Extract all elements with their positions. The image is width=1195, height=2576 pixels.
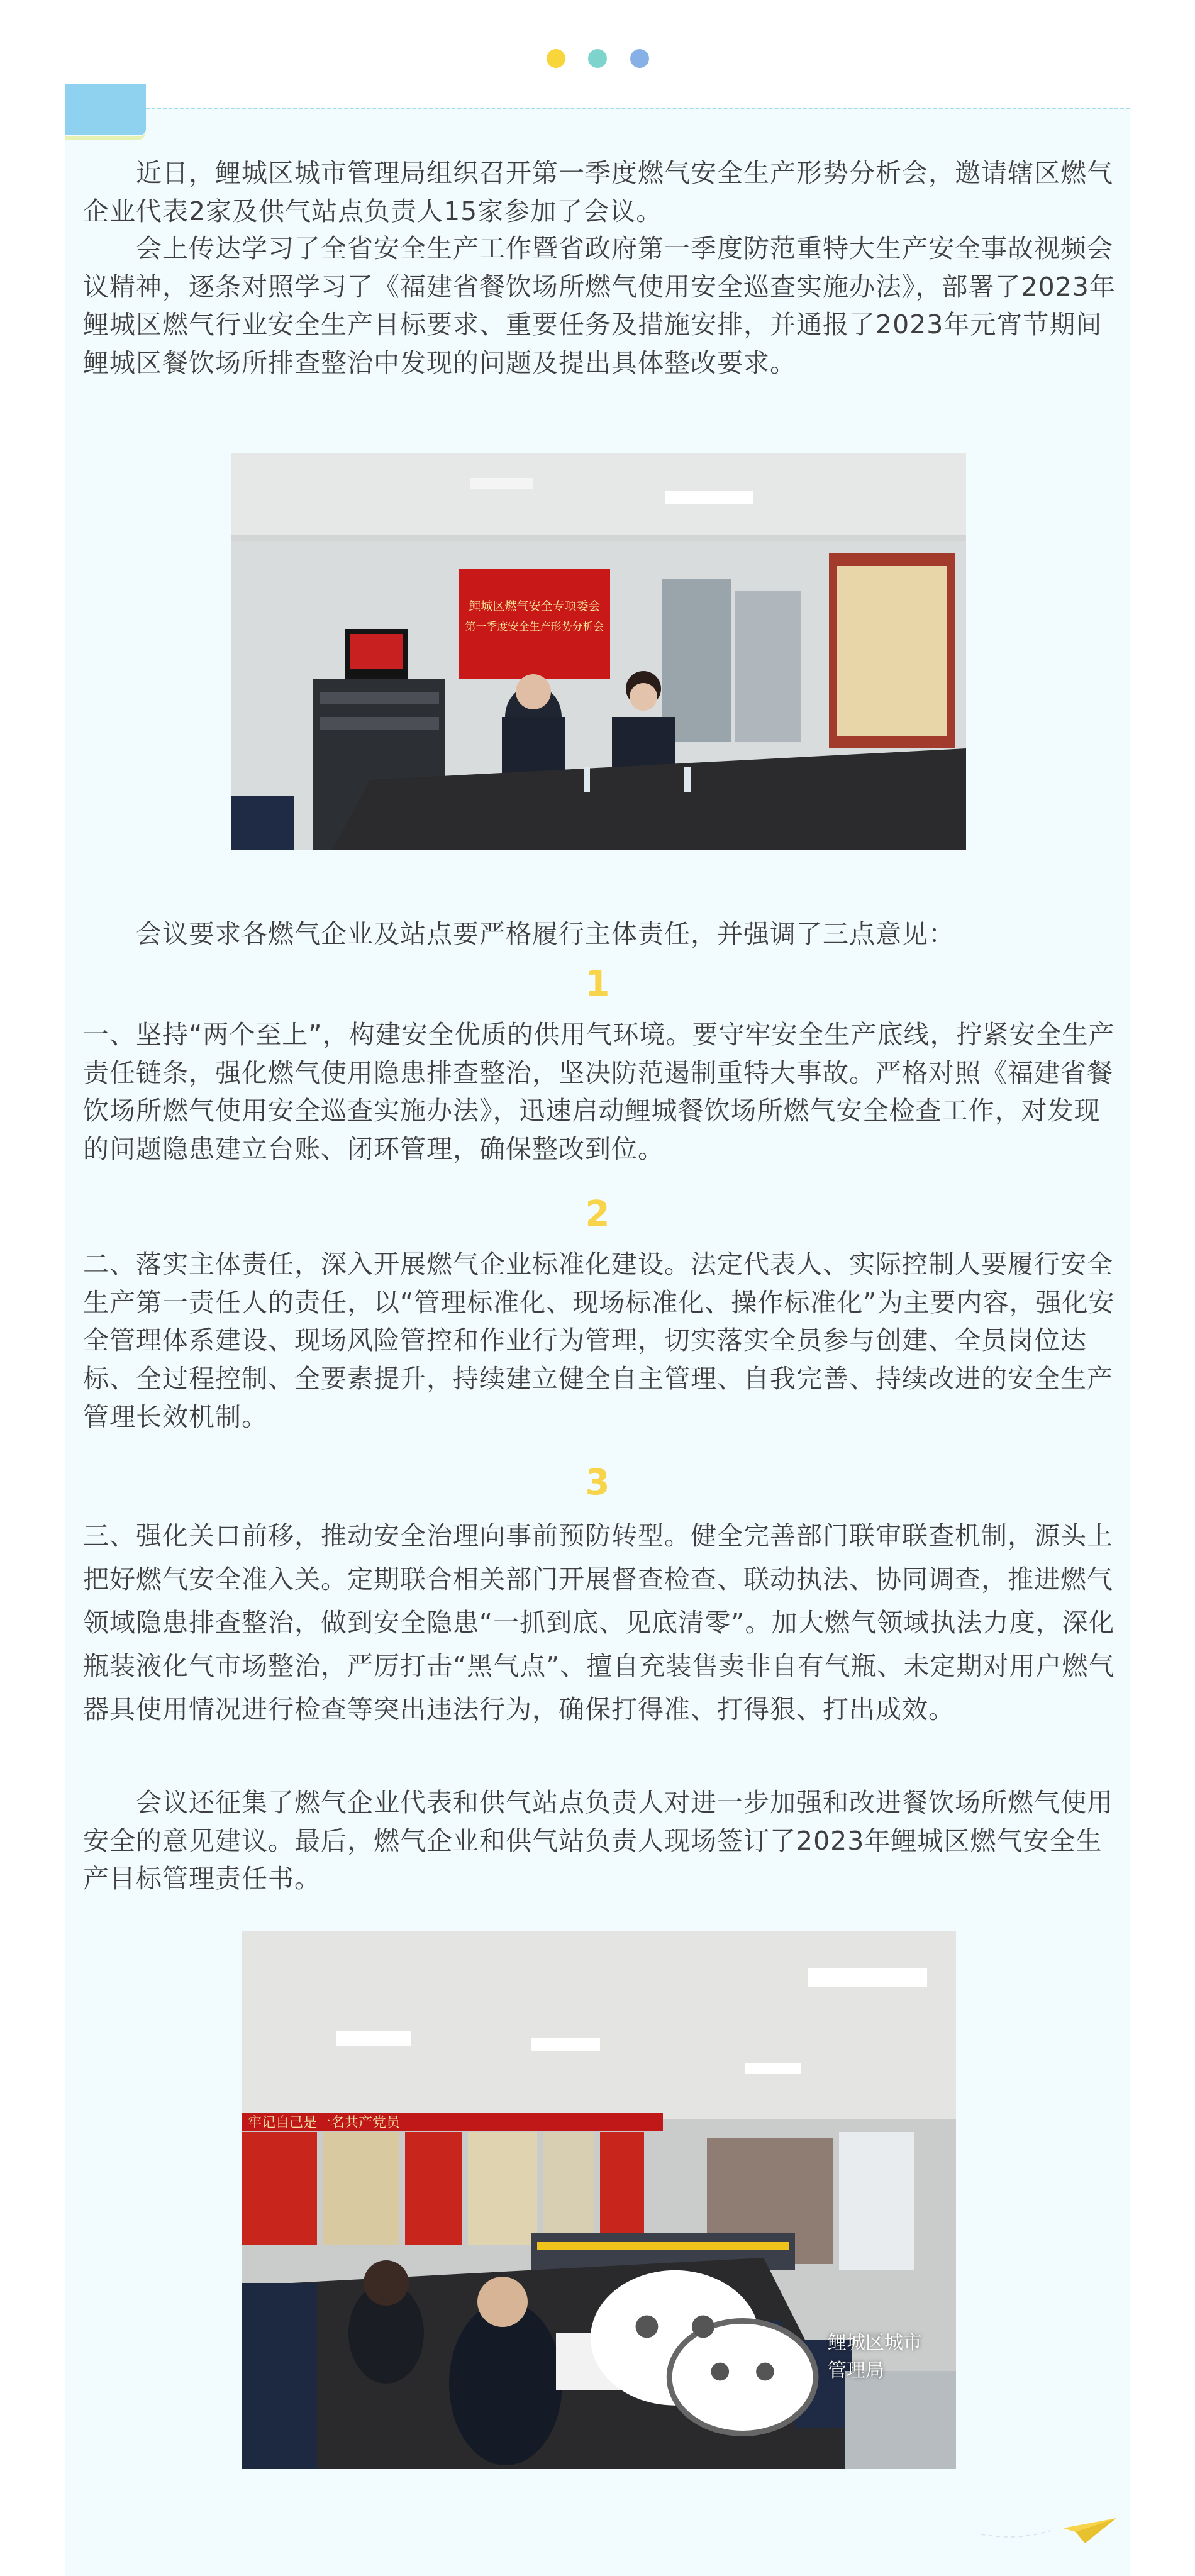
yellow-dot	[547, 49, 565, 68]
dashed-divider	[146, 108, 1130, 109]
wechat-icon	[585, 2259, 821, 2450]
meeting-photo-1	[231, 453, 966, 850]
header-dots	[0, 49, 1195, 68]
banner-text: 牢记自己是一名共产党员	[248, 2115, 401, 2131]
blue-dot	[630, 49, 649, 68]
teal-dot	[588, 49, 607, 68]
point-text-3: 三、强化关口前移，推动安全治理向事前预防转型。健全完善部门联审联查机制，源头上把好燃气安全准入关。定期联合相关部门开展督查检查、联动执法、协同调查，推进燃气领域隐患排查整治，做到安全隐患“一抓到底、见底清零”。加大燃气领域执法力度，深化瓶装液化气市场整治，严厉打击“黑气点”、擅自充装售卖非自有气瓶、未定期对用户燃气器具使用情况进行检查等突出违法行为，确保打得准、打得狠、打出成效。	[83, 1521, 1115, 1724]
screen-line-1: 鲤城区燃气安全专项委会	[469, 599, 601, 613]
watermark-text: 鲤城区城市管理局	[827, 2331, 922, 2382]
tab-accent	[65, 84, 146, 135]
paper-plane-icon	[981, 2509, 1120, 2547]
point-text-1: 一、坚持“两个至上”，构建安全优质的供用气环境。要守牢安全生产底线，拧紧安全生产责任链条，强化燃气使用隐患排查整治，坚决防范遏制重特大事故。严格对照《福建省餐饮场所燃气使用安全巡查实施办法》，迅速启动鲤城餐饮场所燃气安全检查工作，对发现的问题隐患建立台账、闭环管理，确保整改到位。	[83, 1019, 1115, 1165]
watermark	[585, 2259, 931, 2450]
point-number-2: 2	[585, 1194, 610, 1235]
requirement-intro: 会议要求各燃气企业及站点要严格履行主体责任，并强调了三点意见：	[83, 919, 955, 949]
meeting-photo-2	[242, 1931, 956, 2469]
intro-paragraph-2: 会上传达学习了全省安全生产工作暨省政府第一季度防范重特大生产安全事故视频会议精神，逐条对照学习了《福建省餐饮场所燃气使用安全巡查实施办法》，部署了2023年鲤城区燃气行业安全生产目标要求、重要任务及措施安排，并通报了2023年元宵节期间鲤城区餐饮场所排查整治中发现的问题及提出具体整改要求。	[83, 233, 1116, 379]
point-number-1: 1	[585, 963, 610, 1004]
point-number-3: 3	[585, 1462, 610, 1503]
screen-line-2: 第一季度安全生产形势分析会	[465, 621, 604, 633]
intro-paragraph-1: 近日，鲤城区城市管理局组织召开第一季度燃气安全生产形势分析会，邀请辖区燃气企业代表2家及供气站点负责人15家参加了会议。	[83, 158, 1113, 226]
meeting-photo-1-image	[231, 453, 966, 850]
point-text-2: 二、落实主体责任，深入开展燃气企业标准化建设。法定代表人、实际控制人要履行安全生产第一责任人的责任，以“管理标准化、现场标准化、操作标准化”为主要内容，强化安全管理体系建设、现场风险管控和作业行为管理，切实落实全员参与创建、全员岗位达标、全过程控制、全要素提升，持续建立健全自主管理、自我完善、持续改进的安全生产管理长效机制。	[83, 1249, 1115, 1432]
closing-paragraph: 会议还征集了燃气企业代表和供气站点负责人对进一步加强和改进餐饮场所燃气使用安全的意见建议。最后，燃气企业和供气站负责人现场签订了2023年鲤城区燃气安全生产目标管理责任书。	[83, 1787, 1113, 1894]
